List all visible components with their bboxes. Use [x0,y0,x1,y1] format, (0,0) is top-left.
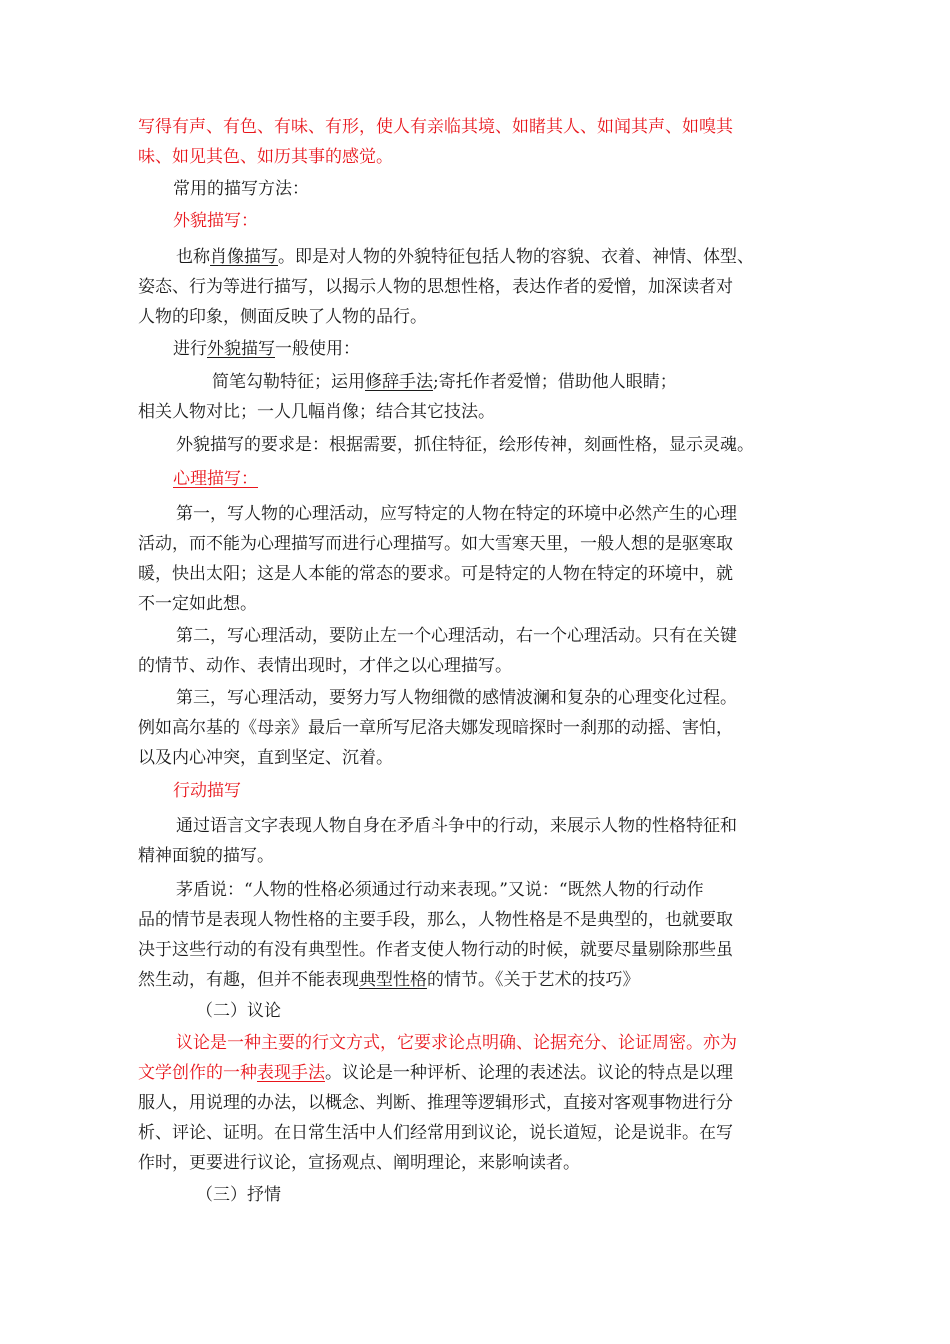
methods-heading: 常用的描写方法： [173,179,309,199]
psychology-first-line-1: 第一，写人物的心理活动，应写特定的人物在特定的环境中必然产生的心理 [176,504,737,524]
action-last-prefix: 然生动，有趣，但并不能表现 [138,970,359,990]
appearance-description-term: 外貌描写 [207,339,275,359]
appearance-paragraph-line-2: 姿态、行为等进行描写，以揭示人物的思想性格，表达作者的爱憎，加深读者对 [138,277,733,297]
argument-line-2-prefix: 文学创作的一种 [138,1063,257,1083]
usage-rest: 一般使用： [275,339,360,359]
psychology-first-line-2: 活动，而不能为心理描写而进行心理描写。如大雪寒天里，一般人想的是驱寒取 [138,534,733,554]
argument-line-3: 服人，用说理的办法，以概念、判断、推理等逻辑形式，直接对客观事物进行分 [138,1093,733,1113]
techniques-part-2: ;寄托作者爱憎；借助他人眼睛； [433,372,677,392]
psychology-second-line-2: 的情节、动作、表情出现时，才伴之以心理描写。 [138,656,512,676]
appearance-paragraph-line-1 [176,246,754,268]
action-p1-line-1: 通过语言文字表现人物自身在矛盾斗争中的行动，来展示人物的性格特征和 [176,816,737,836]
portrait-description-term: 肖像描写 [210,247,278,267]
psychology-second-line-1: 第二，写心理活动，要防止左一个心理活动，右一个心理活动。只有在关键 [176,626,737,646]
appearance-heading: 外貌描写： [173,211,258,231]
appearance-usage-line [173,338,360,360]
psychology-first-line-3: 暖，快出太阳；这是人本能的常态的要求。可是特定的人物在特定的环境中，就 [138,564,733,584]
argument-line-5: 作时，更要进行议论，宣扬观点、阐明理论，来影响读者。 [138,1153,580,1173]
argument-line-1: 议论是一种主要的行文方式，它要求论点明确、论据充分、论证周密。亦为 [176,1033,737,1053]
action-p2-line-2: 品的情节是表现人物性格的主要手段，那么，人物性格是不是典型的，也就要取 [138,910,733,930]
intro-line-1: 写得有声、有色、有味、有形，使人有亲临其境、如睹其人、如闻其声、如嗅其 [138,117,733,137]
psychology-first-line-4: 不一定如此想。 [138,594,257,614]
intro-line-2: 味、如见其色、如历其事的感觉。 [138,147,393,167]
action-heading: 行动描写 [173,781,241,801]
psychology-third-line-2: 例如高尔基的《母亲》最后一章所写尼洛夫娜发现暗探时一刹那的动摇、害怕， [138,718,733,738]
action-p2-line-1: 茅盾说：“人物的性格必须通过行动来表现。”又说：“既然人物的行动作 [176,880,704,900]
argument-line-4: 析、评论、证明。在日常生活中人们经常用到议论，说长道短，论是说非。在写 [138,1123,733,1143]
techniques-line-1 [212,371,677,393]
rhetoric-term: 修辞手法 [365,372,433,392]
argument-line-2 [138,1062,733,1084]
lyric-heading: （三）抒情 [196,1185,281,1205]
usage-prefix: 进行 [173,339,207,359]
techniques-line-2: 相关人物对比；一人几幅肖像；结合其它技法。 [138,402,495,422]
appearance-p1-rest: 。即是对人物的外貌特征包括人物的容貌、衣着、神情、体型、 [278,247,754,267]
psychology-third-line-1: 第三，写心理活动，要努力写人物细微的感情波澜和复杂的心理变化过程。 [176,688,737,708]
techniques-part-1: 简笔勾勒特征；运用 [212,372,365,392]
argument-line-2-rest: 。议论是一种评析、论理的表述法。议论的特点是以理 [325,1063,733,1083]
action-p2-line-3: 决于这些行动的有没有典型性。作者支使人物行动的时候，就要尽量剔除那些虽 [138,940,733,960]
expression-technique-term: 表现手法 [257,1063,325,1083]
appearance-paragraph-line-3: 人物的印象，侧面反映了人物的品行。 [138,307,427,327]
psychology-third-line-3: 以及内心冲突，直到坚定、沉着。 [138,748,393,768]
psychology-heading: 心理描写： [173,469,258,489]
action-p2-line-4 [138,969,640,991]
argument-heading: （二）议论 [196,1001,281,1021]
appearance-requirements: 外貌描写的要求是：根据需要，抓住特征，绘形传神，刻画性格，显示灵魂。 [176,435,754,455]
action-last-rest: 的情节。《关于艺术的技巧》 [427,970,640,990]
action-p1-line-2: 精神面貌的描写。 [138,846,274,866]
appearance-p1-prefix: 也称 [176,247,210,267]
typical-character-term: 典型性格 [359,970,427,990]
